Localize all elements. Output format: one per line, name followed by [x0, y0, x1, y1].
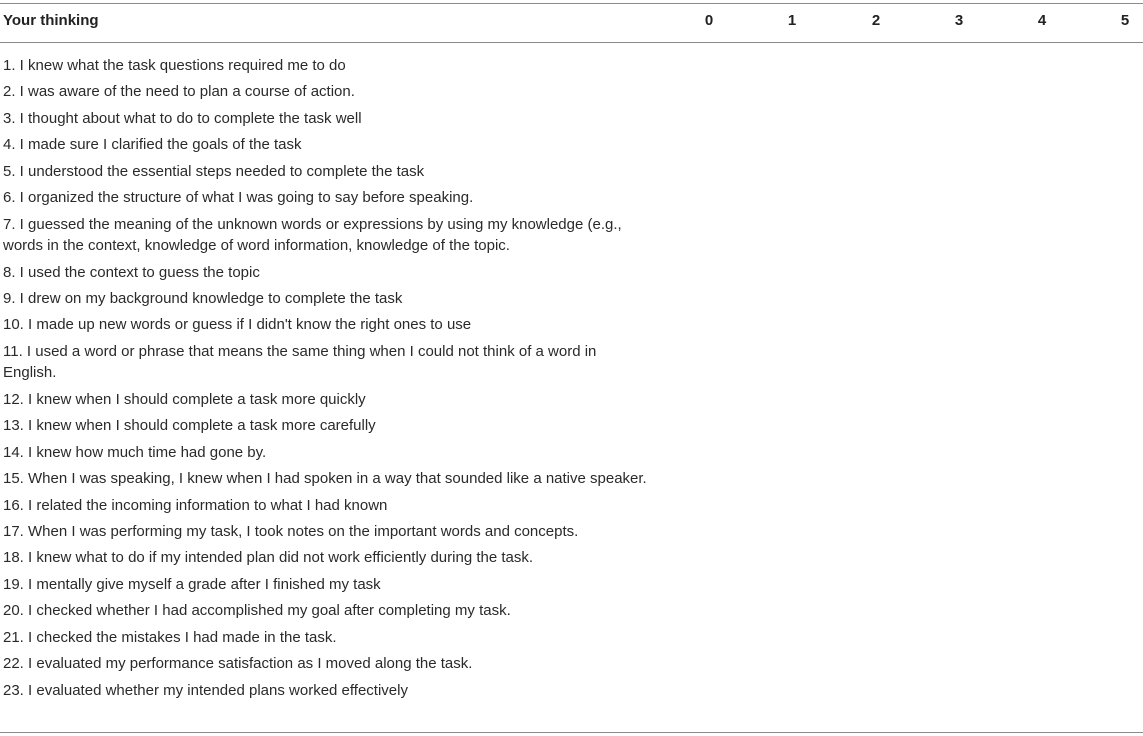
table-row	[3, 468, 653, 494]
item-text: 18. I knew what to do if my intended plan did not work efficiently during the task.	[3, 549, 534, 567]
table-row	[3, 161, 653, 187]
item-text: 6. I organized the structure of what I was going to say before speaking.	[3, 189, 474, 207]
item-text: 1. I knew what the task questions required me to do	[3, 57, 346, 74]
item-text: 2. I was aware of the need to plan a course of action.	[3, 83, 355, 101]
table-row	[3, 680, 653, 706]
table-row	[3, 134, 653, 160]
item-text: 4. I made sure I clarified the goals of the task	[3, 136, 302, 154]
item-list	[3, 55, 653, 706]
table-row	[3, 108, 653, 134]
table-row	[3, 415, 653, 441]
item-text: 21. I checked the mistakes I had made in the task.	[3, 628, 337, 646]
table-row	[3, 214, 653, 262]
item-text: 17. When I was performing my task, I took notes on the important words and concepts.	[3, 523, 579, 540]
header-divider-rule	[0, 42, 1143, 43]
item-text: 11. I used a word or phrase that means the same thing when I could not think of a word in English.	[3, 342, 597, 382]
item-text: 10. I made up new words or guess if I didn't know the right ones to use	[3, 316, 472, 334]
table-row	[3, 81, 653, 107]
table-row	[3, 341, 653, 389]
scale-header-4: 4	[1037, 12, 1047, 29]
item-text: 20. I checked whether I had accomplished my goal after completing my task.	[3, 602, 511, 620]
scale-header-5: 5	[1120, 12, 1130, 29]
table-bottom-rule	[0, 732, 1143, 733]
table-row	[3, 187, 653, 213]
table-row	[3, 288, 653, 314]
column-header-your-thinking: Your thinking	[3, 12, 99, 29]
scale-header-2: 2	[871, 12, 881, 29]
item-text: 5. I understood the essential steps needed to complete the task	[3, 162, 425, 180]
item-text: 9. I drew on my background knowledge to complete the task	[3, 290, 403, 307]
item-text: 13. I knew when I should complete a task more carefully	[3, 417, 376, 435]
scale-header-0: 0	[704, 12, 714, 29]
table-row	[3, 262, 653, 288]
table-row	[3, 600, 653, 626]
item-text: 14. I knew how much time had gone by.	[3, 443, 267, 461]
item-text: 3. I thought about what to do to complete the task well	[3, 109, 362, 127]
item-text: 12. I knew when I should complete a task more quickly	[3, 390, 366, 408]
item-text: 8. I used the context to guess the topic	[3, 263, 260, 281]
item-text: 15. When I was speaking, I knew when I had spoken in a way that sounded like a native speaker.	[3, 470, 647, 488]
item-text: 16. I related the incoming information to what I had known	[3, 496, 388, 514]
table-row	[3, 547, 653, 573]
table-row	[3, 521, 653, 547]
table-row	[3, 627, 653, 653]
item-text: 7. I guessed the meaning of the unknown words or expressions by using my knowledge (e.g., words in the context, knowledge of word information, knowledge of the topic.	[3, 215, 622, 255]
scale-header-1: 1	[787, 12, 797, 29]
item-text: 23. I evaluated whether my intended plans worked effectively	[3, 681, 408, 699]
table-row	[3, 314, 653, 340]
table-row	[3, 389, 653, 415]
table-row	[3, 653, 653, 679]
table-top-rule	[0, 3, 1143, 4]
scale-header-3: 3	[954, 12, 964, 29]
item-text: 19. I mentally give myself a grade after I finished my task	[3, 575, 381, 593]
table-row	[3, 55, 653, 81]
table-row	[3, 495, 653, 521]
item-text: 22. I evaluated my performance satisfaction as I moved along the task.	[3, 655, 473, 673]
table-row	[3, 442, 653, 468]
table-row	[3, 574, 653, 600]
